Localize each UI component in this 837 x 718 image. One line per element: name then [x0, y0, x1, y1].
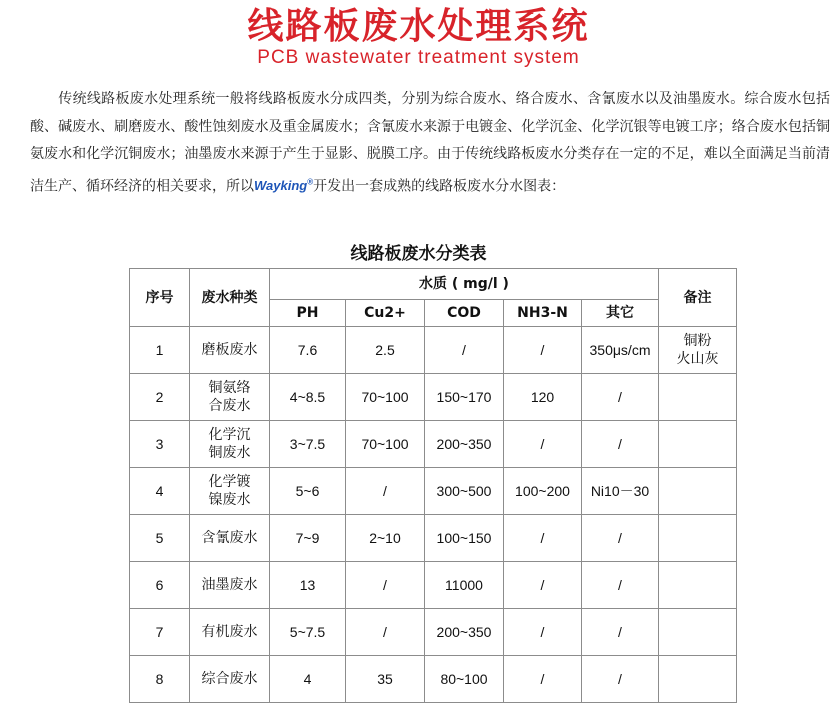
table-row [130, 468, 737, 515]
cell-type: 综合废水 [190, 656, 270, 703]
cell-seq: 1 [130, 327, 190, 374]
cell-ph: 4~8.5 [270, 374, 346, 421]
cell-ph: 5~7.5 [270, 609, 346, 656]
intro-paragraph [30, 86, 830, 201]
cell-cu: 35 [346, 656, 425, 703]
cell-other: Ni10－30 [582, 468, 659, 515]
cell-type: 化学沉 铜废水 [190, 421, 270, 468]
cell-ph: 4 [270, 656, 346, 703]
cell-ph: 3~7.5 [270, 421, 346, 468]
cell-seq: 6 [130, 562, 190, 609]
cell-ph: 13 [270, 562, 346, 609]
cell-note [659, 421, 737, 468]
header-quality: 水质 ( mg/l ) [270, 269, 659, 300]
cell-note [659, 468, 737, 515]
cell-cu: / [346, 609, 425, 656]
table-title: 线路板废水分类表 [350, 244, 487, 264]
cell-cod: 11000 [425, 562, 504, 609]
cell-cu: 70~100 [346, 374, 425, 421]
cell-cod: 100~150 [425, 515, 504, 562]
header-ph: PH [270, 300, 346, 327]
header-type: 废水种类 [190, 269, 270, 327]
header-seq: 序号 [130, 269, 190, 327]
cell-ph: 5~6 [270, 468, 346, 515]
cell-cu: 2~10 [346, 515, 425, 562]
cell-nh3n: / [504, 656, 582, 703]
cell-nh3n: 100~200 [504, 468, 582, 515]
cell-type: 磨板废水 [190, 327, 270, 374]
intro-text: 传统线路板废水处理系统一般将线路板废水分成四类，分别为综合废水、络合废水、含氰废水以及油墨废水。综合废水包括酸、碱废水、刷磨废水、酸性蚀刻废水及重金属废水；含氰废水来源于电镀金、化学沉金、化学沉银等电镀工序；络合废水包括铜氨废水和化学沉铜废水；油墨废水来源于产生于显影、脱膜工序。由于传统线路板废水分类存在一定的不足，难以全面满足当前清洁生产、循环经济的相关要求，所以 [30, 91, 830, 195]
cell-nh3n: / [504, 421, 582, 468]
cell-cod: 200~350 [425, 609, 504, 656]
brand-logo: Wayking® [254, 177, 314, 194]
cell-note [659, 609, 737, 656]
page-title: 线路板废水处理系统 [247, 6, 590, 47]
cell-type: 铜氨络 合废水 [190, 374, 270, 421]
cell-seq: 3 [130, 421, 190, 468]
cell-other: / [582, 374, 659, 421]
cell-cu: / [346, 562, 425, 609]
cell-seq: 4 [130, 468, 190, 515]
cell-note [659, 374, 737, 421]
cell-cu: 70~100 [346, 421, 425, 468]
cell-note [659, 656, 737, 703]
cell-cod: / [425, 327, 504, 374]
cell-cod: 200~350 [425, 421, 504, 468]
cell-nh3n: / [504, 515, 582, 562]
header-cod: COD [425, 300, 504, 327]
cell-cu: / [346, 468, 425, 515]
table-row [130, 656, 737, 703]
cell-other: / [582, 656, 659, 703]
cell-seq: 7 [130, 609, 190, 656]
classification-table [129, 268, 737, 703]
table-row [130, 374, 737, 421]
cell-seq: 5 [130, 515, 190, 562]
page-subtitle: PCB wastewater treatment system [257, 47, 580, 68]
header-other: 其它 [582, 300, 659, 327]
cell-other: / [582, 515, 659, 562]
cell-other: 350μs/cm [582, 327, 659, 374]
table-body [130, 327, 737, 703]
cell-nh3n: / [504, 609, 582, 656]
cell-type: 含氰废水 [190, 515, 270, 562]
header-note: 备注 [659, 269, 737, 327]
table-row [130, 562, 737, 609]
cell-nh3n: / [504, 327, 582, 374]
cell-note [659, 515, 737, 562]
cell-cod: 150~170 [425, 374, 504, 421]
cell-seq: 8 [130, 656, 190, 703]
header-cu: Cu2+ [346, 300, 425, 327]
cell-note: 铜粉 火山灰 [659, 327, 737, 374]
header-nh3n: NH3-N [504, 300, 582, 327]
table-row [130, 609, 737, 656]
cell-type: 化学镀 镍废水 [190, 468, 270, 515]
table-row [130, 421, 737, 468]
cell-other: / [582, 421, 659, 468]
cell-cu: 2.5 [346, 327, 425, 374]
cell-ph: 7.6 [270, 327, 346, 374]
table-row [130, 327, 737, 374]
cell-other: / [582, 562, 659, 609]
cell-type: 有机废水 [190, 609, 270, 656]
cell-type: 油墨废水 [190, 562, 270, 609]
cell-nh3n: 120 [504, 374, 582, 421]
cell-nh3n: / [504, 562, 582, 609]
cell-cod: 300~500 [425, 468, 504, 515]
cell-seq: 2 [130, 374, 190, 421]
table-row [130, 515, 737, 562]
cell-note [659, 562, 737, 609]
cell-cod: 80~100 [425, 656, 504, 703]
cell-other: / [582, 609, 659, 656]
intro-text-end: 开发出一套成熟的线路板废水分水图表： [313, 178, 566, 195]
cell-ph: 7~9 [270, 515, 346, 562]
